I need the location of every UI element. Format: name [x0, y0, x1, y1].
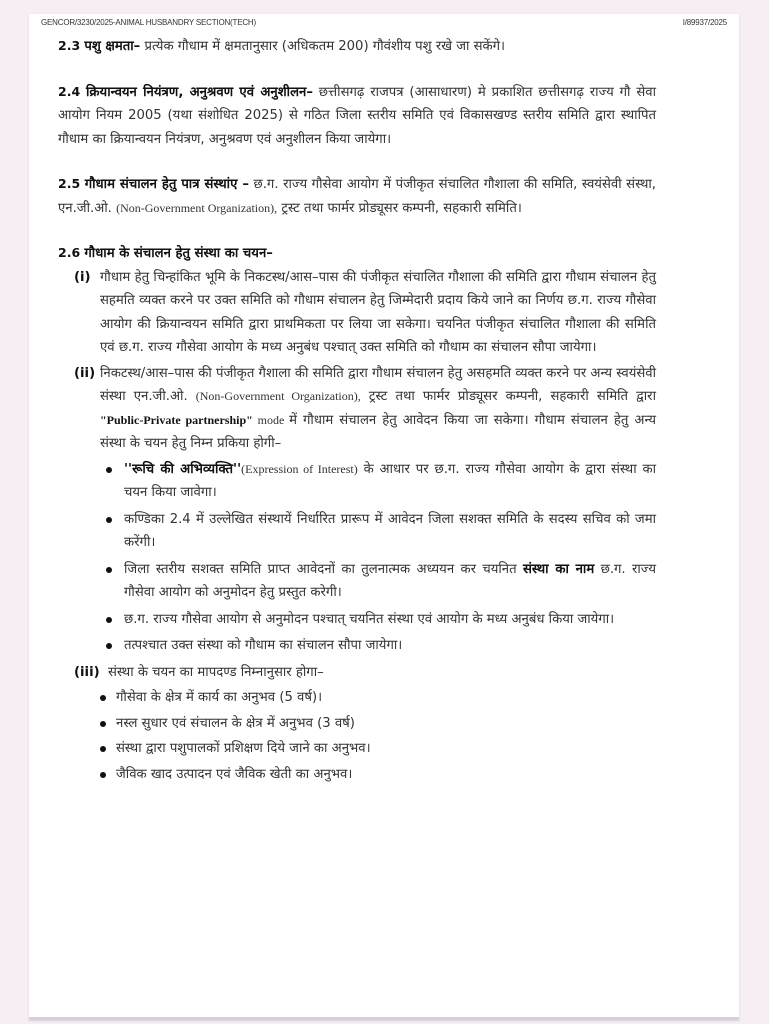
- subsection-text: गौधाम हेतु चिन्हांकित भूमि के निकटस्थ/आस–पास की पंजीकृत संचालित गौशाला की समिति द्वारा गौधाम संचालन हेतु सहमति व्यक्त करने पर उक्त समिति को गौधाम संचालन हेतु जिम्मेदारी प्रदाय किये जाने का निर्णय छ.ग. राज्य गौसेवा आयोग की क्रियान्वयन समिति द्वारा प्राथमिकता पर लिया जा सकेगा। चयनित पंजीकृत संचालित गौशाला की समिति एवं छ.ग. राज्य गौसेवा आयोग के मध्य अनुबंध पश्चात् उक्त समिति को गौधाम का संचालन सौपा जायेगा।: [100, 269, 656, 355]
- list-item-text: तत्पश्चात उक्त संस्था को गौधाम का संचालन सौपा जायेगा।: [124, 638, 403, 653]
- document-body: [58, 34, 656, 788]
- list-item: [106, 458, 656, 505]
- list-item-text: छ.ग. राज्य गौसेवा आयोग से अनुमोदन पश्चात् चयनित संस्था एवं आयोग के मध्य अनुबंध किया जायेगा।: [124, 611, 615, 627]
- section-text: प्रत्येक गौधाम में क्षमतानुसार (अधिकतम 200) गौवंशीय पशु रखे जा सकेंगे।: [140, 39, 506, 54]
- list-item: गौसेवा के क्षेत्र में कार्य का अनुभव (5 वर्ष)।: [100, 686, 656, 710]
- section-2-3: [58, 34, 656, 59]
- subsection-text-latin: "Public-Private partnership": [100, 412, 253, 427]
- list-item: [106, 634, 656, 658]
- list-item-text: छ.ग. राज्य गौसेवा आयोग को अनुमोदन हेतु प्रस्तुत करेगी।: [124, 561, 656, 600]
- subsection-text: में गौधाम संचालन हेतु आवेदन किया जा सकेगा। गौधाम संचालन हेतु अन्य संस्था के चयन हेतु निम्न प्रकिया होगी–: [100, 412, 656, 451]
- list-item-text: के आधार पर छ.ग. राज्य गौसेवा आयोग के द्वारा संस्था का चयन किया जावेगा।: [124, 461, 656, 500]
- section-title: गौधाम के संचालन हेतु संस्था का चयन–: [84, 246, 273, 261]
- file-reference: GENCOR/3230/2025-ANIMAL HUSBANDRY SECTION(TECH): [41, 18, 256, 27]
- inward-number: I/89937/2025: [682, 18, 727, 27]
- section-number: 2.5: [58, 176, 81, 191]
- section-title: गौधाम संचालन हेतु पात्र संस्थांए –: [84, 177, 249, 192]
- list-item-latin: (Expression of Interest): [241, 461, 358, 476]
- list-item-text: कण्डिका 2.4 में उल्लेखित संस्थायें निर्धारित प्रारूप में आवेदन जिला सशक्त समिति के सदस्य सचिव को जमा करेंगी।: [124, 511, 656, 550]
- subsection-ii: [58, 362, 656, 456]
- subsection-marker: (i): [74, 269, 91, 285]
- section-2-4: [58, 80, 656, 152]
- list-item: [106, 508, 656, 555]
- subsection-text: निकटस्थ/आस–पास की पंजीकृत गैशाला की समिति द्वारा गौधाम संचालन हेतु असहमति व्यक्त करने पर अन्य स्वयंसेवी संस्था एन.जी.ओ.: [100, 365, 656, 404]
- section-number: 2.4: [58, 83, 81, 99]
- list-item-bold: संस्था का नाम: [522, 561, 595, 577]
- subsection-text-latin: mode: [252, 412, 290, 427]
- section-text-latin: (Non-Government Organization),: [116, 200, 278, 215]
- section-title: क्रियान्वयन नियंत्रण, अनुश्रवण एवं अनुशीलन–: [86, 84, 313, 100]
- section-number: 2.3: [58, 38, 81, 53]
- page-header: [41, 18, 727, 27]
- list-item-text: जिला स्तरीय सशक्त समिति प्राप्त आवेदनों का तुलनात्मक अध्ययन कर चयनित: [124, 561, 523, 577]
- list-item-bold: ''रूचि की अभिव्यक्ति'': [124, 461, 242, 477]
- subsection-iii: [58, 661, 656, 685]
- criteria-list: [58, 686, 656, 786]
- list-item: नस्ल सुधार एवं संचालन के क्षेत्र में अनुभव (3 वर्ष): [100, 712, 656, 736]
- subsection-marker: (iii): [74, 664, 100, 680]
- section-title: पशु क्षमता–: [84, 39, 141, 54]
- subsection-text: संस्था के चयन का मापदण्ड निम्नानुसार होगा–: [108, 664, 324, 680]
- list-item: [106, 608, 656, 632]
- procedure-list: [58, 458, 656, 658]
- section-number: 2.6: [58, 245, 81, 260]
- subsection-i: [58, 266, 656, 360]
- list-item: जैविक खाद उत्पादन एवं जैविक खेती का अनुभव।: [100, 763, 656, 787]
- section-2-5: [58, 172, 656, 220]
- section-text: ट्रस्ट तथा फार्मर प्रोड्यूसर कम्पनी, सहकारी समिति।: [277, 200, 522, 216]
- section-text: छत्तीसगढ़ राजपत्र (आसाधारण) मे प्रकाशित छत्तीसगढ़ राज्य गौ सेवा आयोग नियम 2005 (यथा संशोधित 2025) से गठित जिला स्तरीय समिति एवं विकासखण्ड स्तरीय समिति द्वारा स्थापित गौधाम का क्रियान्वयन नियंत्रण, अनुश्रवण एवं अनुशीलन किया जायेगा।: [58, 84, 656, 147]
- subsection-text: ट्रस्ट तथा फार्मर प्रोड्यूसर कम्पनी, सहकारी समिति द्वारा: [360, 389, 656, 404]
- section-2-6: [58, 241, 656, 786]
- subsection-text-latin: (Non-Government Organization),: [195, 389, 361, 403]
- subsection-marker: (ii): [74, 365, 96, 381]
- list-item: [106, 558, 656, 605]
- section-text: छ.ग. राज्य गौसेवा आयोग में पंजीकृत संचालित गौशाला की समिति, स्वयंसेवी संस्था, एन.जी.ओ.: [58, 177, 656, 216]
- list-item: संस्था द्वारा पशुपालकों प्रशिक्षण दिये जाने का अनुभव।: [100, 737, 656, 761]
